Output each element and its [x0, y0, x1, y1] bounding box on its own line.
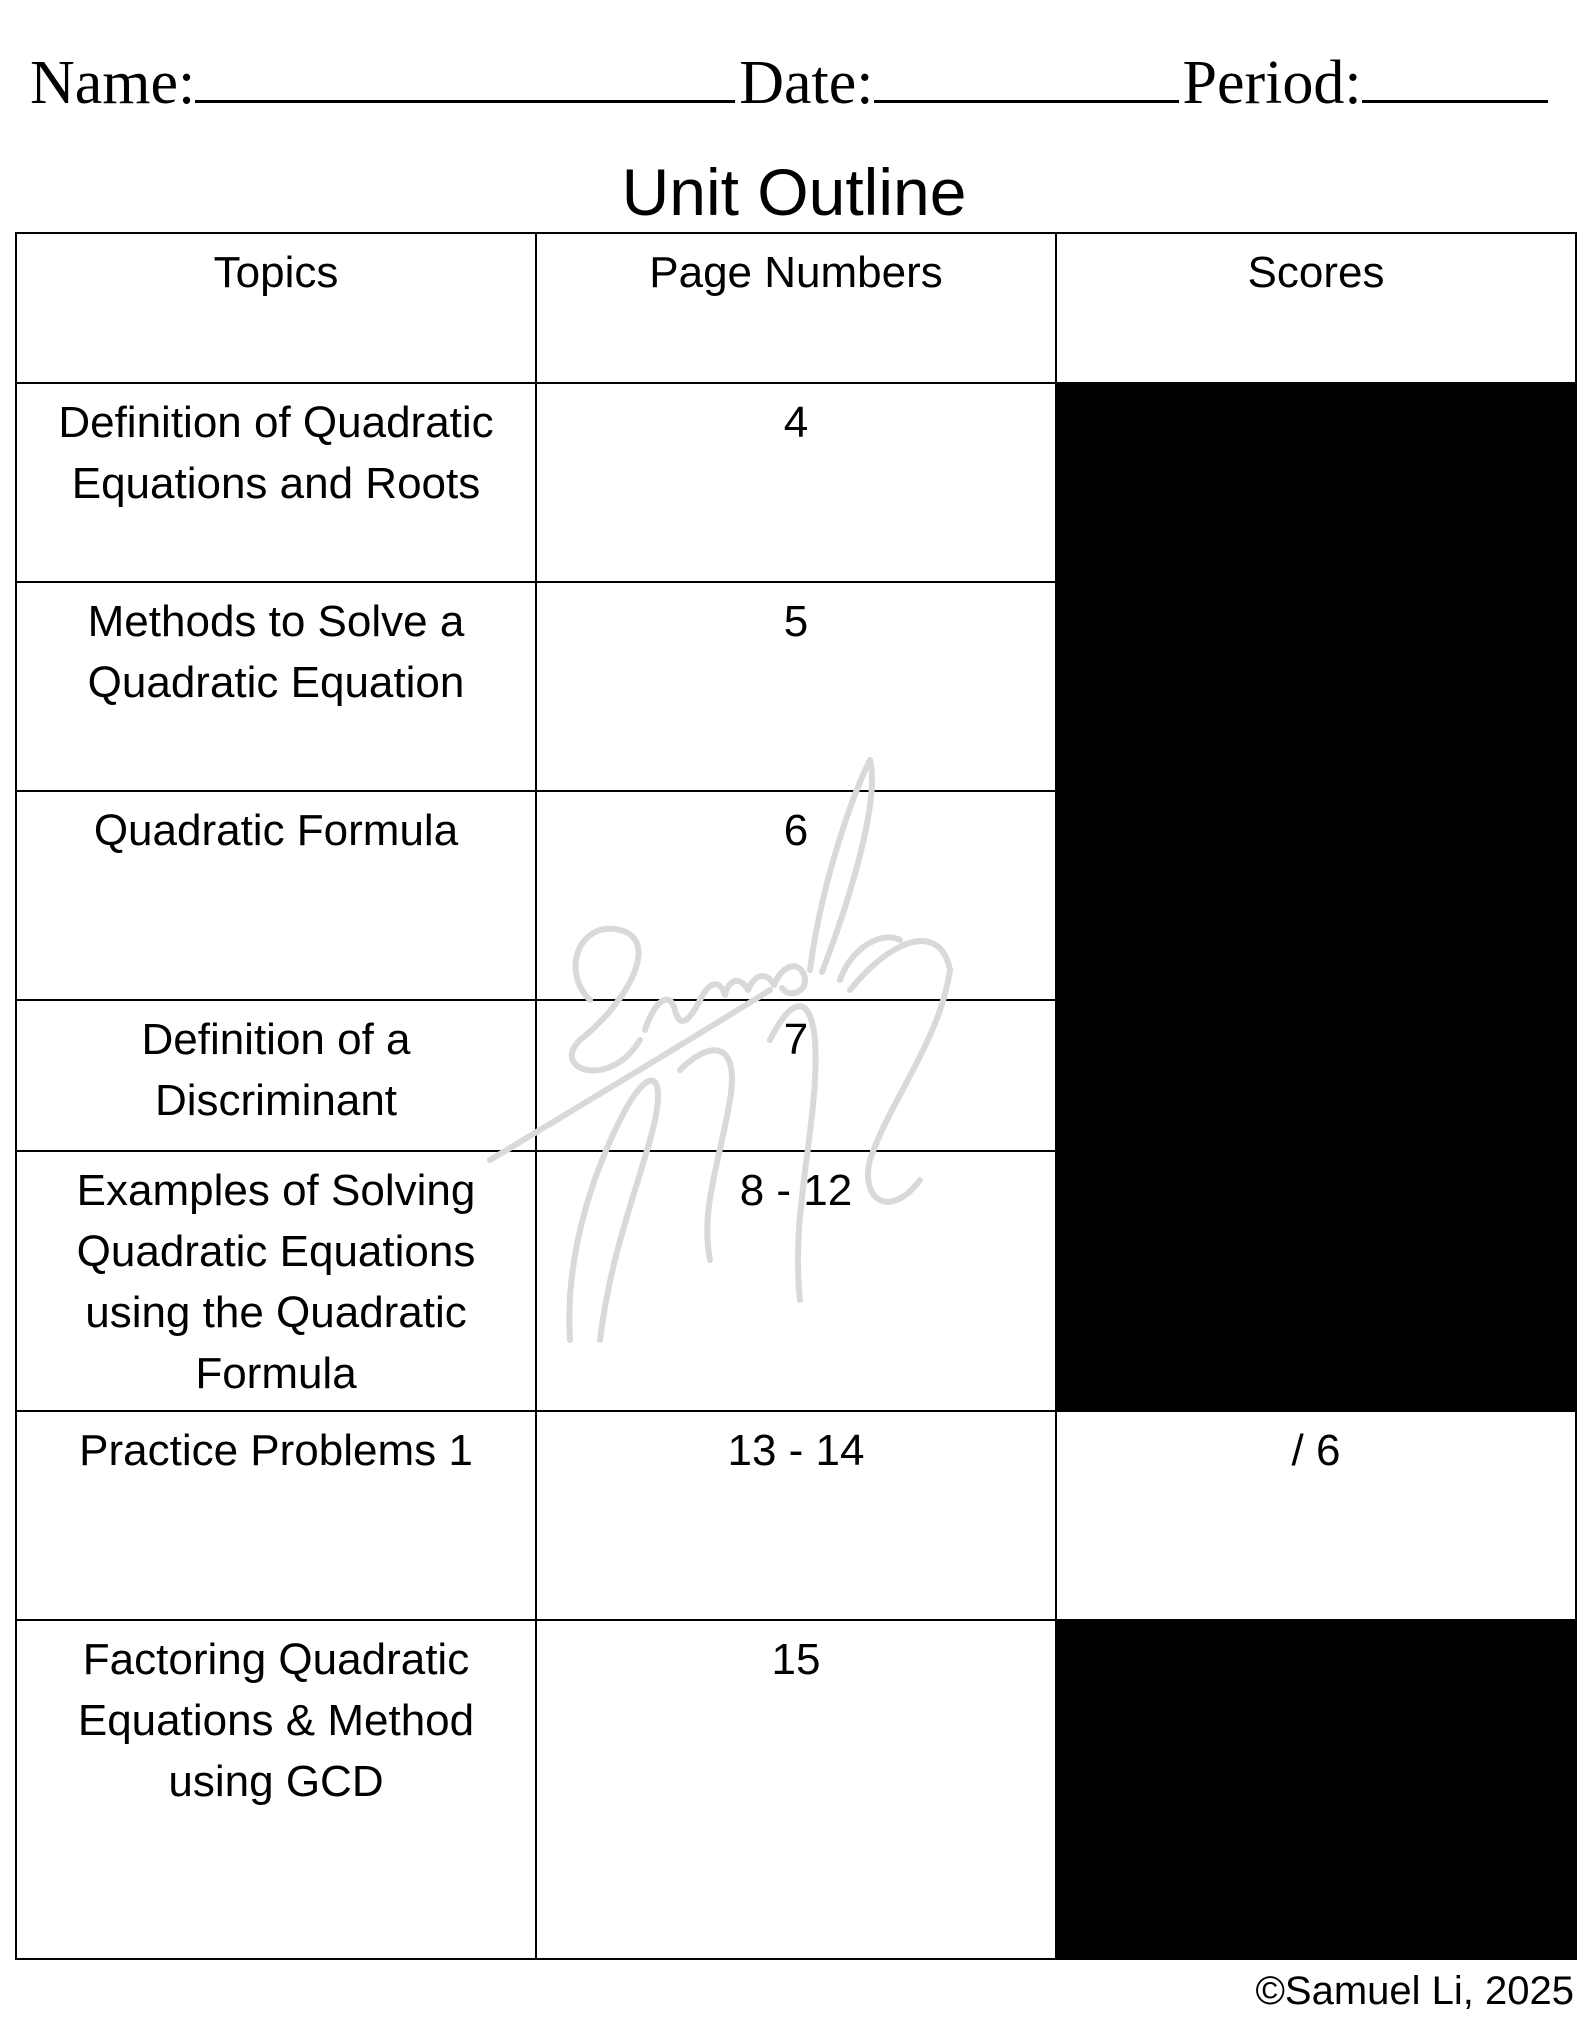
table-row	[16, 1411, 1576, 1620]
name-label: Name:	[30, 49, 196, 117]
topic-cell: Practice Problems 1	[16, 1411, 536, 1620]
table-row	[16, 582, 1576, 791]
score-cell-blocked	[1056, 1620, 1576, 1959]
student-info-header	[30, 38, 1560, 128]
table-row	[16, 383, 1576, 582]
copyright-notice: ©Samuel Li, 2025	[1255, 1969, 1574, 2013]
column-header-topics: Topics	[16, 233, 536, 383]
score-cell-blocked	[1056, 582, 1576, 791]
unit-outline-table	[15, 232, 1577, 1960]
period-label: Period:	[1182, 49, 1362, 117]
pages-cell: 8 - 12	[536, 1151, 1056, 1411]
table-row	[16, 1000, 1576, 1151]
table-row	[16, 1151, 1576, 1411]
pages-cell: 13 - 14	[536, 1411, 1056, 1620]
topic-cell: Definition of a Discriminant	[16, 1000, 536, 1151]
score-cell-blocked	[1056, 791, 1576, 1000]
table-row	[16, 1620, 1576, 1959]
pages-cell: 6	[536, 791, 1056, 1000]
period-blank[interactable]	[1362, 40, 1548, 103]
date-label: Date:	[739, 49, 874, 117]
table-row	[16, 791, 1576, 1000]
topic-cell: Factoring Quadratic Equations & Method using GCD	[16, 1620, 536, 1959]
page-title: Unit Outline	[621, 155, 967, 229]
column-header-scores: Scores	[1056, 233, 1576, 383]
table-header-row	[16, 233, 1576, 383]
topic-cell: Examples of Solving Quadratic Equations using the Quadratic Formula	[16, 1151, 536, 1411]
score-cell-blocked	[1056, 1000, 1576, 1151]
name-blank[interactable]	[195, 40, 735, 103]
score-cell[interactable]: / 6	[1056, 1411, 1576, 1620]
pages-cell: 7	[536, 1000, 1056, 1151]
pages-cell: 4	[536, 383, 1056, 582]
pages-cell: 15	[536, 1620, 1056, 1959]
pages-cell: 5	[536, 582, 1056, 791]
topic-cell: Definition of Quadratic Equations and Roots	[16, 383, 536, 582]
score-cell-blocked	[1056, 1151, 1576, 1411]
topic-cell: Methods to Solve a Quadratic Equation	[16, 582, 536, 791]
topic-cell: Quadratic Formula	[16, 791, 536, 1000]
date-blank[interactable]	[874, 40, 1179, 103]
column-header-page-numbers: Page Numbers	[536, 233, 1056, 383]
score-cell-blocked	[1056, 383, 1576, 582]
